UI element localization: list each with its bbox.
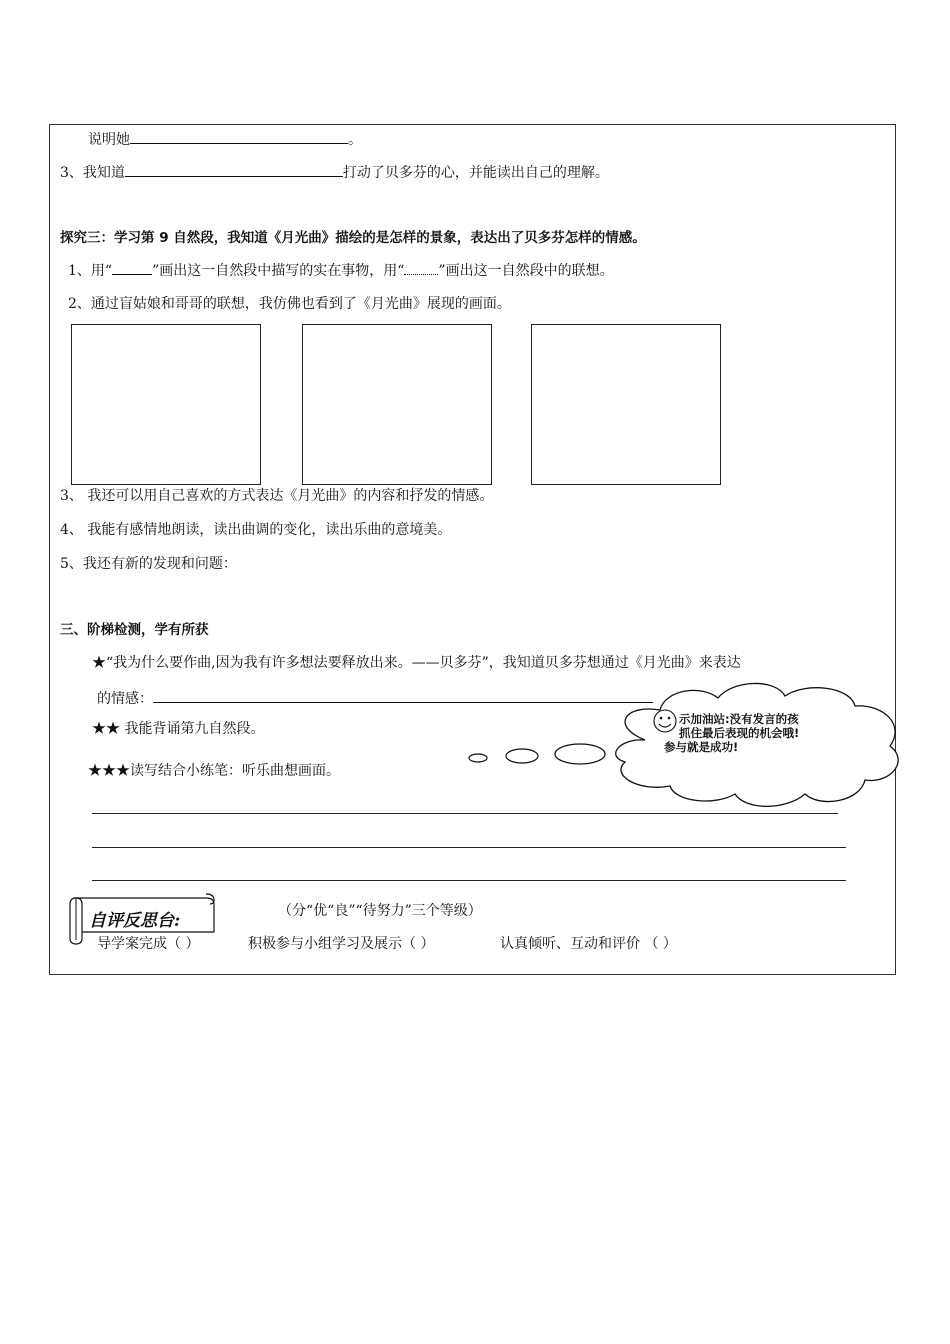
- star1-prefix: 的情感：: [97, 691, 153, 707]
- cloud-line-2: 抓住最后表现的机会哦!: [679, 726, 800, 740]
- explore3-q5: 5、我还有新的发现和问题：: [60, 556, 237, 572]
- section3-heading: 三、阶梯检测，学有所获: [60, 622, 209, 638]
- explore3-heading: 探究三：学习第 9 自然段，我知道《月光曲》描绘的是怎样的景象，表达出了贝多芬怎样的情感。: [60, 230, 646, 246]
- explore3-q3: 3、 我还可以用自己喜欢的方式表达《月光曲》的内容和抒发的情感。: [60, 488, 494, 504]
- writing-line[interactable]: [92, 847, 846, 848]
- answer-blank[interactable]: [125, 162, 343, 177]
- q1-text-a: 1、用“: [68, 263, 113, 279]
- writing-line[interactable]: [92, 813, 838, 814]
- drawing-box-3[interactable]: [531, 324, 721, 485]
- line-prefix: 3、我知道: [60, 165, 125, 181]
- grade-note: （分“优“良”“待努力”三个等级）: [278, 903, 482, 919]
- q1-text-c: ”画出这一自然段中的联想。: [438, 263, 614, 279]
- explore3-q4: 4、 我能有感情地朗读，读出曲调的变化，读出乐曲的意境美。: [60, 522, 452, 538]
- cloud-shape: [616, 683, 898, 806]
- eval-item-group[interactable]: 积极参与小组学习及展示（ ）: [248, 936, 435, 952]
- wavy-underline-sample: [404, 262, 438, 275]
- self-eval-banner: 自评反思台:: [89, 911, 181, 931]
- straight-underline-sample: [112, 262, 152, 275]
- star3-line: ★★★读写结合小练笔：听乐曲想画面。: [88, 763, 340, 779]
- thought-bubble-medium: [506, 749, 538, 763]
- thought-bubble-large: [555, 744, 605, 764]
- answer-blank[interactable]: [130, 129, 348, 144]
- line-prefix: 说明她: [88, 132, 130, 148]
- line-suffix: 。: [348, 132, 362, 148]
- question-3-line: [60, 162, 609, 182]
- explanation-line: [88, 129, 362, 149]
- thought-bubble-small: [469, 754, 487, 762]
- drawing-box-1[interactable]: [71, 324, 261, 485]
- writing-line[interactable]: [92, 880, 846, 881]
- drawing-box-2[interactable]: [302, 324, 492, 485]
- star2-line: ★★ 我能背诵第九自然段。: [92, 721, 265, 737]
- star1-line1: ★“我为什么要作曲,因为我有许多想法要释放出来。——贝多芬”，我知道贝多芬想通过《月光曲》来表达: [92, 655, 741, 671]
- cloud-line-1: 示加油站:没有发言的孩: [679, 712, 799, 726]
- explore3-q1: [68, 262, 614, 280]
- smiley-icon: [654, 710, 676, 732]
- eval-item-listen[interactable]: 认真倾听、互动和评价 （ ）: [500, 936, 677, 952]
- line-suffix: 打动了贝多芬的心，并能读出自己的理解。: [342, 165, 609, 181]
- explore3-q2: 2、通过盲姑娘和哥哥的联想，我仿佛也看到了《月光曲》展现的画面。: [68, 296, 511, 312]
- cloud-line-3: 参与就是成功!: [664, 740, 739, 754]
- eval-item-guide[interactable]: 导学案完成（ ）: [97, 936, 200, 952]
- q1-text-b: ”画出这一自然段中描写的实在事物，用“: [152, 263, 405, 279]
